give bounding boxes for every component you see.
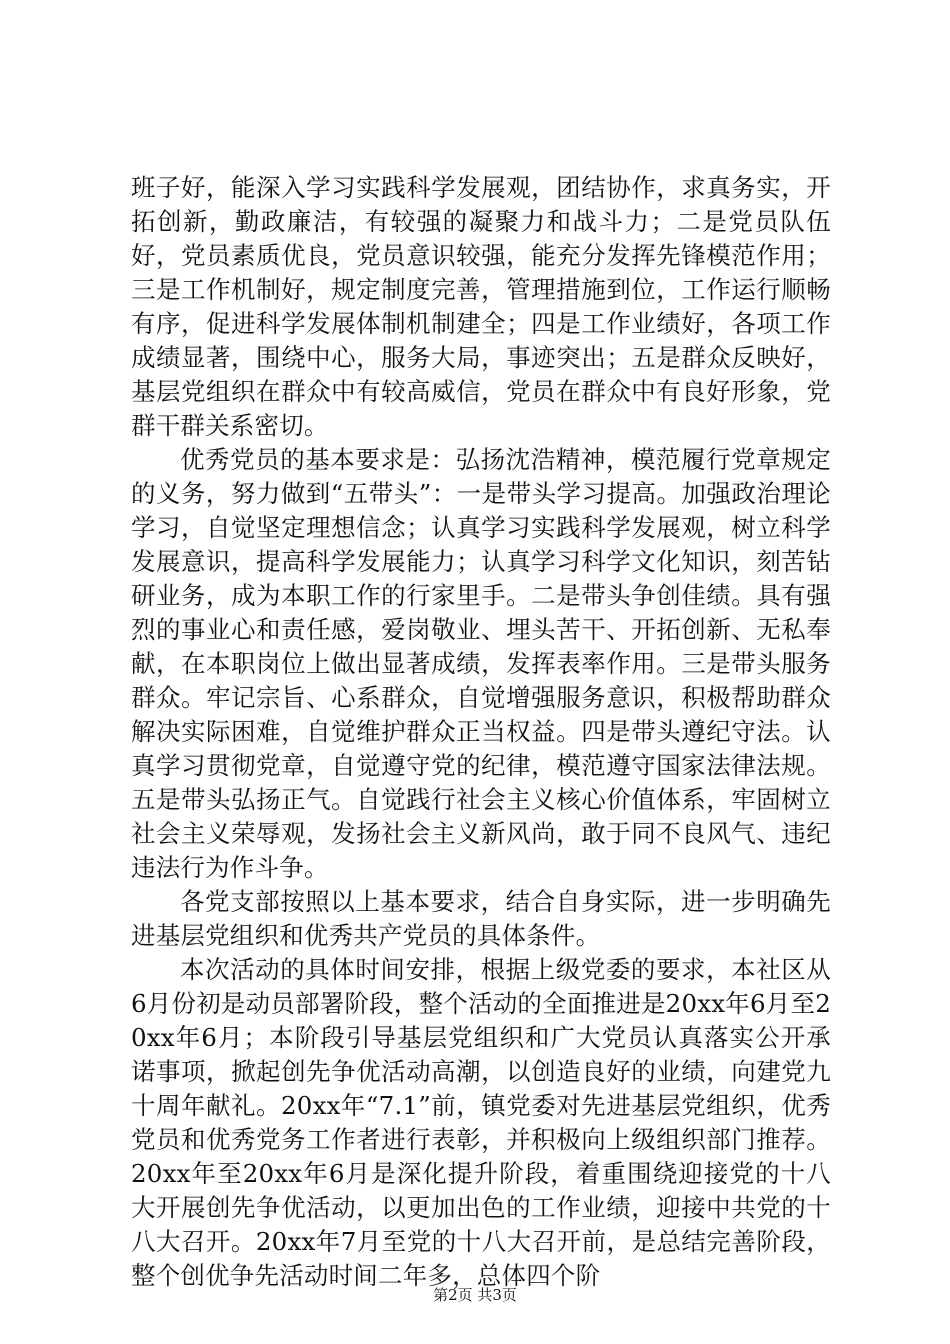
paragraph-2: 优秀党员的基本要求是：弘扬沈浩精神，模范履行党章规定的义务，努力做到“五带头”：一是带头学习提高。加强政治理论学习，自觉坚定理想信念；认真学习实践科学发展观，树立科学发展意识，提高科学发展能力；认真学习科学文化知识，刻苦钻研业务，成为本职工作的行家里手。二是带头争创佳绩。具有强烈的事业心和责任感，爱岗敬业、埋头苦干、开拓创新、无私奉献，在本职岗位上做出显著成绩，发挥表率作用。三是带头服务群众。牢记宗旨、心系群众，自觉增强服务意识，积极帮助群众解决实际困难，自觉维护群众正当权益。四是带头遵纪守法。认真学习贯彻党章，自觉遵守党的纪律，模范遵守国家法律法规。五是带头弘扬正气。自觉践行社会主义核心价值体系，牢固树立社会主义荣辱观，发扬社会主义新风尚，敢于同不良风气、违纪违法行为作斗争。 (131, 445, 831, 882)
paragraph-3: 各党支部按照以上基本要求，结合自身实际，进一步明确先进基层党组织和优秀共产党员的具体条件。 (131, 887, 831, 950)
page-footer: 第2页 共3页 (433, 1286, 517, 1304)
paragraph-1: 班子好，能深入学习实践科学发展观，团结协作，求真务实，开拓创新，勤政廉洁，有较强的凝聚力和战斗力；二是党员队伍好，党员素质优良，党员意识较强，能充分发挥先锋模范作用；三是工作机制好，规定制度完善，管理措施到位，工作运行顺畅有序，促进科学发展体制机制建全；四是工作业绩好，各项工作成绩显著，围绕中心，服务大局，事迹突出；五是群众反映好，基层党组织在群众中有较高威信，党员在群众中有良好形象，党群干群关系密切。 (131, 173, 831, 440)
paragraph-4: 本次活动的具体时间安排，根据上级党委的要求，本社区从6月份初是动员部署阶段，整个活动的全面推进是20xx年6月至20xx年6月；本阶段引导基层党组织和广大党员认真落实公开承诺事项，掀起创先争优活动高潮，以创造良好的业绩，向建党九十周年献礼。20xx年“7.1”前，镇党委对先进基层党组织，优秀党员和优秀党务工作者进行表彰，并积极向上级组织部门推荐。20xx年至20xx年6月是深化提升阶段，着重围绕迎接党的十八大开展创先争优活动，以更加出色的工作业绩，迎接中共党的十八大召开。20xx年7月至党的十八大召开前，是总结完善阶段，整个创优争先活动时间二年多，总体四个阶 (131, 955, 831, 1290)
document-body (131, 171, 831, 1293)
